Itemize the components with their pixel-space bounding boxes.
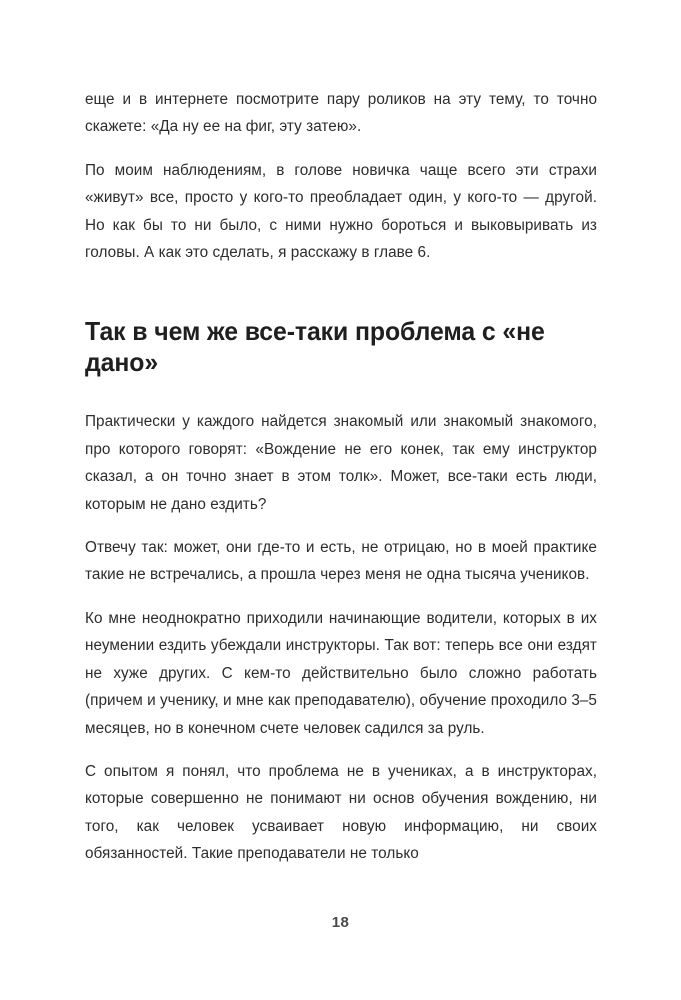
- text-column: [85, 86, 597, 868]
- paragraph-5: Ко мне неоднократно приходили начинающие водители, которых в их неумении ездить убеждали инструкторы. Так вот: теперь все они ездят не хуже других. С кем-то действительно было сложно работать (причем и ученику, и мне как преподавателю), обучение проходило 3–5 месяцев, но в конечном счете человек садился за руль.: [85, 609, 597, 737]
- page-number: 18: [331, 914, 350, 931]
- paragraph-2: По моим наблюдениям, в голове новичка чаще всего эти страхи «живут» все, просто у кого-то преобладает один, у кого-то — другой. Но как бы то ни было, с ними нужно бороться и выковыривать из головы. А как это сделать, я расскажу в главе 6.: [85, 161, 597, 262]
- paragraph-1: еще и в интернете посмотрите пару роликов на эту тему, то точно скажете: «Да ну ее на фиг, эту затею».: [85, 91, 597, 136]
- paragraph-4: Отвечу так: может, они где-то и есть, не отрицаю, но в моей практике такие не встречались, а прошла через меня не одна тысяча учеников.: [85, 539, 597, 584]
- paragraph-3: Практически у каждого найдется знакомый или знакомый знакомого, про которого говорят: «Вождение не его конек, так ему инструктор сказал, а он точно знает в этом толк». Может, все-таки есть люди, которым не дано ездить?: [85, 413, 597, 513]
- section-heading-block: [85, 316, 597, 378]
- paragraph-6: С опытом я понял, что проблема не в учениках, а в инструкторах, которые совершенно не понимают ни основ обучения вождению, ни того, как человек усваивает новую информацию, ни своих обязанностей. Такие преподаватели не только: [85, 762, 597, 863]
- section-heading: Так в чем же все-таки проблема с «не дано»: [85, 316, 545, 378]
